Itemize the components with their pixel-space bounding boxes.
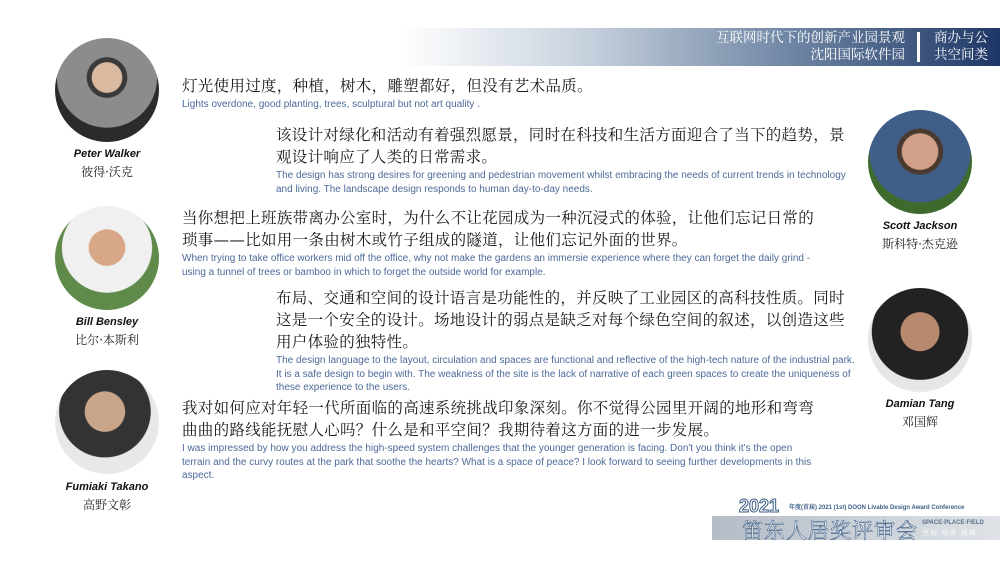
quote-en: Lights overdone, good planting, trees, sculptural but not art quality . — [182, 99, 480, 110]
juror-cn-name: 比尔·本斯利 — [75, 333, 139, 347]
quote-damian-tang — [276, 287, 856, 395]
header-divider — [917, 32, 920, 62]
quote-zh: 灯光使用过度，种植，树木，雕塑都好，但没有艺术品质。 — [182, 77, 593, 95]
quote-en: When trying to take office workers mid off the office, why not make the gardens an immersie experience where they can forget the daily grind - using a tunnel of trees or bamboo in which to forget the outside world for example. — [182, 253, 811, 278]
category-label: 商办与公 共空间类 — [934, 30, 988, 63]
quote-scott-jackson — [276, 124, 856, 196]
quote-peter-walker — [182, 75, 802, 112]
juror-photo-scott-jackson — [868, 110, 972, 214]
logo-year: 2021 — [739, 496, 780, 516]
quote-en: I was impressed by how you address the high-speed system challenges that the younger generation is facing. Don't you think it's the open terrain and the curvy routes at the park that soothe the hearts? What is a space of peace? I look forward to seeing further developments in this aspect. — [182, 443, 812, 481]
juror-cn-name: 高野文彰 — [82, 498, 131, 512]
juror-cn-name: 斯科特·杰克逊 — [882, 237, 958, 251]
header-banner — [400, 28, 1000, 66]
quote-zh: 布局、交通和空间的设计语言是功能性的，并反映了工业园区的高科技性质。同时这是一个安全的设计。场地设计的弱点是缺乏对每个绿色空间的叙述，以创造这些用户体验的独特性。 — [276, 289, 845, 351]
juror-photo-bill-bensley — [55, 206, 159, 310]
conference-logo — [712, 496, 1000, 544]
logo-tagline: SPACE·PLACE·FIELD — [922, 520, 984, 526]
juror-name: Damian Tang — [885, 398, 955, 410]
quote-en: The design has strong desires for greening and pedestrian movement whilst embracing the needs of current trends in technology and living. The landscape design responds to human day-to-day needs. — [276, 170, 846, 195]
project-title: 互联网时代下的创新产业园景观 沈阳国际软件园 — [716, 30, 905, 63]
logo-subtitle: 年度(首届) 2021 (1st) DOON Livable Design Award Conference — [789, 505, 965, 511]
juror-name: Scott Jackson — [882, 220, 958, 232]
juror-photo-damian-tang — [868, 288, 972, 392]
quote-bill-bensley — [182, 207, 814, 279]
logo-tagline-cn: 空间 场所 场域 — [922, 529, 977, 537]
juror-cn-name: 彼得·沃克 — [81, 165, 133, 179]
quote-en: The design language to the layout, circulation and spaces are functional and reflective of the high-tech nature of the industrial park. It is a safe design to begin with. The weakness of the site is the lack of narrative of each green spaces to create the uniqueness of these experience to the users. — [276, 355, 855, 393]
quote-zh: 该设计对绿化和活动有着强烈愿景，同时在科技和生活方面迎合了当下的趋势，景观设计响应了人类的日常需求。 — [276, 126, 845, 166]
juror-photo-peter-walker — [55, 38, 159, 142]
logo-title: 笛东人居奖评审会 — [742, 519, 918, 543]
quote-zh: 我对如何应对年轻一代所面临的高速系统挑战印象深刻。你不觉得公园里开阔的地形和弯弯曲曲的路线能抚慰人心吗？什么是和平空间？我期待着这方面的进一步发展。 — [182, 399, 815, 439]
juror-cn-name: 邓国辉 — [901, 415, 938, 429]
quote-fumiaki-takano — [182, 397, 814, 483]
juror-name: Bill Bensley — [75, 316, 139, 328]
juror-name: Fumiaki Takano — [65, 481, 149, 493]
juror-photo-fumiaki-takano — [55, 370, 159, 474]
quote-zh: 当你想把上班族带离办公室时，为什么不让花园成为一种沉浸式的体验，让他们忘记日常的琐事——比如用一条由树木或竹子组成的隧道，让他们忘记外面的世界。 — [182, 209, 815, 249]
juror-name: Peter Walker — [73, 148, 141, 160]
